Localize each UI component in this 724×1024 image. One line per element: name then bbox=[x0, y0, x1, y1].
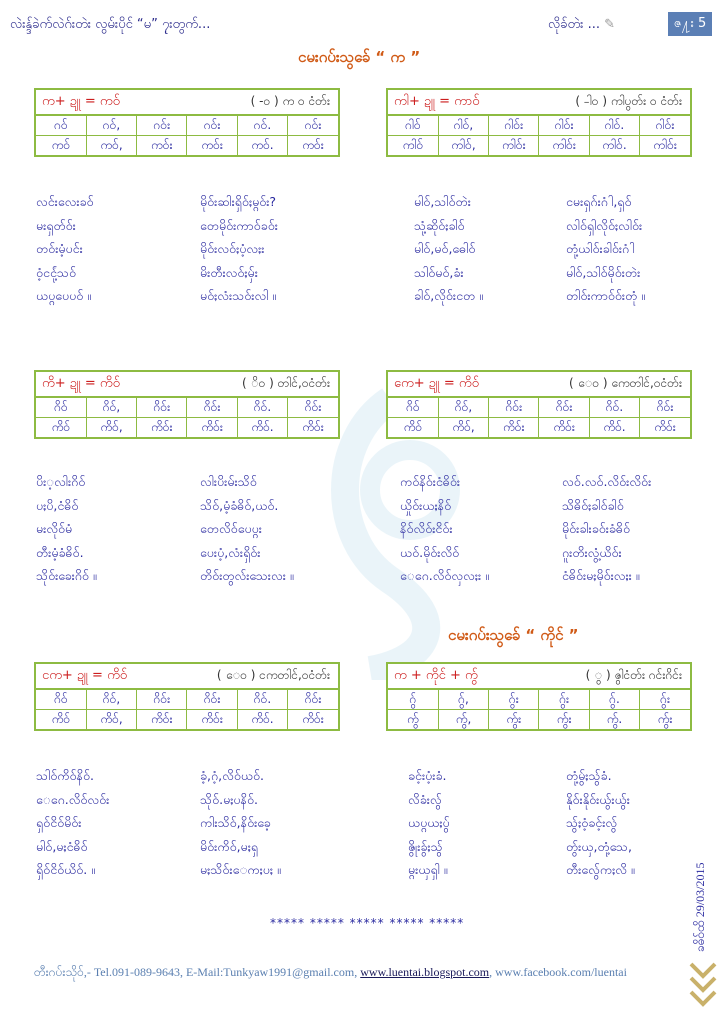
table-cell: ကဝ်း bbox=[288, 136, 338, 156]
word-line: ရှိဝ်ငိဝ်ယိဝ်. ။ bbox=[36, 862, 96, 877]
syllable-table-6 bbox=[386, 662, 692, 731]
word-line: ေဂေ.လိဝ်လဝ်း bbox=[36, 791, 110, 807]
word-line: မဝ်ႈလံးသဝ်းလါ ။ bbox=[200, 288, 277, 303]
syllable-table-3 bbox=[34, 370, 340, 439]
table-formula: ကိ+ ဍူ = ကိဝ် bbox=[42, 375, 120, 391]
word-line: ယပ္ဂယႈပွ် bbox=[408, 815, 450, 830]
word-line: လါးပိးမ်းသိဝ် bbox=[200, 474, 257, 489]
word-column bbox=[408, 764, 450, 882]
word-line: မိုဝ်းဆါးရှိဝ်ႈမ္ဂဝ်း? bbox=[200, 194, 277, 209]
header-right-text: လိုခ်တဲး ... ✎ bbox=[548, 17, 616, 32]
word-line: တီးမံ့ခံဓိဝ်. bbox=[36, 544, 84, 560]
table-cell: ဂိဝ်း bbox=[187, 690, 237, 710]
word-column bbox=[566, 190, 645, 308]
table-cell: ကိဝ်, bbox=[438, 418, 488, 438]
table-cell: ဂိဝ်း bbox=[288, 398, 338, 418]
word-line: လါဝ်ရှါလိုဝ်ႈလါဝ်း bbox=[566, 217, 643, 233]
blog-link[interactable]: www.luentai.blogspot.com bbox=[360, 965, 490, 979]
table-cell: ဂဝ်း bbox=[288, 116, 338, 136]
word-line: တိဝ်းတွလ်းသေးလး ။ bbox=[200, 568, 294, 583]
word-line: တုံ့မွ်ႈသွ်ခံ. bbox=[566, 768, 612, 783]
table-cell: ကါဝ်း bbox=[640, 136, 690, 156]
table-cell: ကိဝ်း bbox=[288, 710, 338, 730]
section-title-1: ငမးဂပ်းသွခ်ေ “ က ” bbox=[298, 48, 421, 66]
word-column bbox=[400, 470, 489, 588]
word-column bbox=[414, 190, 483, 308]
table-cell: ကိဝ်, bbox=[86, 710, 136, 730]
syllable-table-5 bbox=[34, 662, 340, 731]
word-line: လိခံးလွ် bbox=[408, 791, 442, 807]
word-column bbox=[36, 470, 97, 588]
word-line: သုံ့ဆိုဝ်ႈခါဝ် bbox=[414, 217, 465, 233]
word-line: လဝ်.လဝ်.လိဝ်းလိဝ်း bbox=[562, 474, 652, 489]
word-line: ယှိုဝ်းယႈနိဝ် bbox=[400, 497, 452, 513]
table-cell: ဂွ်း bbox=[640, 690, 690, 710]
table-cell: ဂါဝ်း bbox=[640, 116, 690, 136]
word-line: တုံ့ယါဝ်းခါဝ်းဂါံ bbox=[566, 241, 635, 256]
word-line: တါဝ်းကာဝ်ဝ်းတုံ ။ bbox=[566, 288, 646, 303]
word-column bbox=[200, 190, 278, 308]
word-column bbox=[200, 764, 281, 882]
word-line: ခါဝ်,လိုဝ်းငတ ။ bbox=[414, 288, 483, 303]
table-cell: ဂိဝ်း bbox=[539, 398, 589, 418]
page-number-badge: ဇ႔း 5 bbox=[668, 12, 712, 36]
table-cell: ကွ် bbox=[388, 710, 438, 730]
table-cell: ကိဝ်း bbox=[539, 418, 589, 438]
word-line: ဂူးတိးလွံ့ယိဝ်း bbox=[562, 544, 622, 560]
table-cell: ကိဝ်း bbox=[640, 418, 690, 438]
word-line: တဝ်းမံ့ပင်း bbox=[36, 241, 83, 256]
table-cell: ဂဝ်း bbox=[187, 116, 237, 136]
table-cell: ဂါဝ်း bbox=[489, 116, 539, 136]
table-cell: ကွ်, bbox=[438, 710, 488, 730]
table-cell: ကိဝ်း bbox=[137, 418, 187, 438]
word-column bbox=[200, 470, 294, 588]
word-line: မိုဝ်းခါးခဝ်းခံဓိဝ် bbox=[562, 521, 631, 536]
word-line: သိဓိဝ်ႈခါဝ်ခါဝ် bbox=[562, 497, 624, 513]
word-line: ကါးသိဝ်,နိဝ်းခေ့ bbox=[200, 815, 271, 830]
table-cell: ကိဝ်, bbox=[86, 418, 136, 438]
word-line: မါဝ်,မဝ်,ဓေါဝ် bbox=[414, 241, 476, 256]
table-cell: ဂိဝ်း bbox=[640, 398, 690, 418]
word-line: နိဝ်လိဝ်းငိဝ်း bbox=[400, 521, 453, 536]
table-cell: ကဝ် bbox=[36, 136, 86, 156]
word-line: ခင့်းပံ့းခံ. bbox=[408, 768, 447, 783]
word-line: ဝံ့ငင်ုံ့သဝ် bbox=[36, 264, 76, 280]
word-line: သိုဝ်.မႈပနိဝ်. bbox=[200, 791, 258, 807]
table-formula: ကေ+ ဍူ = ကိဝ် bbox=[394, 375, 479, 391]
word-column bbox=[566, 764, 635, 882]
word-line: မိဝ်းကိဝ်,မႈရှ bbox=[200, 838, 259, 854]
word-line: မါဝ်,မႈငံဓိဝ် bbox=[36, 838, 88, 854]
table-cell: ကိဝ်. bbox=[237, 710, 287, 730]
table-desc: ( ေဝ ) ကေတါင်,ဝငံတ်း bbox=[569, 376, 682, 390]
table-cell: ကိဝ်း bbox=[187, 710, 237, 730]
table-cell: ကါဝ်း bbox=[539, 136, 589, 156]
word-line: တေလိဝ်ပေပ္ဂး bbox=[200, 521, 262, 536]
table-desc: ( ေဝ ) ငကတါင်,ဝငံတ်း bbox=[216, 668, 330, 682]
table-cell: ဂဝ် bbox=[36, 116, 86, 136]
word-line: သိဝ်,မံ့ခံဓိဝ်,ယဝ်. bbox=[200, 497, 279, 513]
table-cell: ဂဝ်း bbox=[137, 116, 187, 136]
table-cell: ဂွ်း bbox=[539, 690, 589, 710]
table-cell: ဂွ်, bbox=[438, 690, 488, 710]
table-cell: ဂွ်း bbox=[489, 690, 539, 710]
table-cell: ကိဝ် bbox=[36, 710, 86, 730]
table-cell: ကိဝ်း bbox=[137, 710, 187, 730]
table-cell: ကိဝ်. bbox=[237, 418, 287, 438]
table-desc: ( ိဝ ) တါင်,ဝငံတ်း bbox=[242, 376, 330, 390]
word-line: မါဝ်,သါဝ်မိုဝ်းတဲး bbox=[566, 264, 641, 280]
table-cell: ဂိဝ်. bbox=[589, 398, 639, 418]
table-desc: ( -ါဝ ) ကါပွတ်း ဝ ငံတ်း bbox=[575, 94, 682, 108]
syllable-table-1 bbox=[34, 88, 340, 157]
table-cell: ဂိဝ် bbox=[36, 398, 86, 418]
word-line: မိးတီးလဝ်ႈမှ်း bbox=[200, 264, 258, 280]
table-cell: ကွ်း bbox=[640, 710, 690, 730]
section-title-2: ငမးဂပ်းသွခ်ေ “ ကိုင် ” bbox=[448, 626, 579, 644]
syllable-table-2 bbox=[386, 88, 692, 157]
table-cell: ဂိဝ်, bbox=[86, 690, 136, 710]
table-desc: ( -ဝ ) က ဝ ငံတ်း bbox=[250, 94, 330, 108]
table-cell: ဂိဝ်, bbox=[438, 398, 488, 418]
word-line: ရှဝ်ငိဝ်မိဝ်း bbox=[36, 815, 82, 830]
word-line: မႈသိဝ်းေကႈပႈ ။ bbox=[200, 862, 281, 877]
table-cell: ဂါဝ် bbox=[388, 116, 438, 136]
pen-icon: ✎ bbox=[604, 17, 616, 32]
facebook-link[interactable]: www.facebook.com/luentai bbox=[495, 965, 627, 979]
word-column bbox=[562, 470, 651, 588]
table-cell: ကါဝ်း bbox=[489, 136, 539, 156]
word-line: တီးလွ်ေကႈလိ ။ bbox=[566, 862, 635, 877]
table-cell: ကွ်း bbox=[489, 710, 539, 730]
table-cell: ကဝ်, bbox=[86, 136, 136, 156]
word-line: မးလိုဝ်မံ bbox=[36, 521, 73, 536]
table-cell: ဂွ် bbox=[388, 690, 438, 710]
table-cell: ဂိဝ်း bbox=[489, 398, 539, 418]
word-line: ေဂေ.လိဝ်လှလႈး ။ bbox=[400, 568, 489, 583]
table-cell: ဂိဝ်. bbox=[237, 690, 287, 710]
table-formula: ကါ+ ဍူ = ကာဝ် bbox=[394, 93, 480, 109]
word-column bbox=[36, 190, 94, 308]
table-formula: က+ ဍူ = ကဝ် bbox=[42, 93, 120, 109]
table-cell: ကွ်. bbox=[589, 710, 639, 730]
table-cell: ကိဝ် bbox=[388, 418, 438, 438]
word-line: မိုဝ်းလဝ်ႈပံ့လႈး bbox=[200, 241, 265, 256]
table-cell: ကဝ်း bbox=[137, 136, 187, 156]
word-line: ကဝ်နိဝ်းငံဓိဝ်း bbox=[400, 474, 461, 489]
syllable-table-4 bbox=[386, 370, 692, 439]
table-formula: က + ကိုင် + ကွ် bbox=[394, 667, 478, 683]
table-cell: ကိဝ်း bbox=[187, 418, 237, 438]
star-separator: ***** ***** ***** ***** ***** bbox=[270, 916, 465, 930]
word-line: ခံ့,ဂံ့,လိဝ်ယဝ်. bbox=[200, 768, 264, 783]
table-cell: ကါဝ် bbox=[388, 136, 438, 156]
table-cell: ကါဝ်. bbox=[589, 136, 639, 156]
word-line: မ္ဂးယှရှါ ။ bbox=[408, 862, 448, 877]
table-cell: ဂဝ်. bbox=[237, 116, 287, 136]
word-line: ပိး့လါးဂိဝ် bbox=[36, 474, 86, 489]
table-cell: ဂဝ်, bbox=[86, 116, 136, 136]
word-line: သွ်ႈဝံ့ခင့်းလွ် bbox=[566, 815, 618, 830]
word-line: ပႈပိ,ငံဓိဝ် bbox=[36, 497, 79, 513]
table-cell: ဂိဝ်း bbox=[137, 690, 187, 710]
table-cell: ဂွ်. bbox=[589, 690, 639, 710]
word-line: ယဝ်.မိုဝ်းလိဝ် bbox=[400, 544, 460, 560]
word-line: သါဝ်ကိဝ်နိဝ်. bbox=[36, 768, 94, 783]
table-cell: ဂိဝ်း bbox=[288, 690, 338, 710]
table-cell: ဂိဝ် bbox=[36, 690, 86, 710]
table-desc: ( ွ ) ဇွါငံတ်း ဂင်းဂိင်း bbox=[585, 668, 682, 682]
word-line: လင်းလေးခဝ် bbox=[36, 194, 94, 209]
table-cell: ကွ်း bbox=[539, 710, 589, 730]
table-cell: ကိဝ်း bbox=[489, 418, 539, 438]
table-cell: ဂိဝ် bbox=[388, 398, 438, 418]
table-cell: ကိဝ် bbox=[36, 418, 86, 438]
vertical-date: ခဓိဝ်ထိ 29/03/2015 bbox=[693, 862, 707, 952]
word-line: သိုဝ်းခေးဂိဝ် ။ bbox=[36, 568, 97, 583]
table-formula: ငက+ ဍူ = ကိဝ် bbox=[42, 667, 128, 683]
word-line: ငံဓိဝ်းမႈမိုဝ်းလႈး ။ bbox=[562, 568, 640, 583]
table-cell: ဂိဝ်, bbox=[86, 398, 136, 418]
word-line: တွ်းယှ,တုံ့သေ, bbox=[566, 838, 632, 854]
word-line: ငမးရှဂ်းဂါံ,ရှဝ် bbox=[566, 194, 632, 209]
table-cell: ဂါဝ်း bbox=[539, 116, 589, 136]
footer-contact: တီးဂပ်းသိုဝ်,- Tel.091-089-9643, E-Mail:Tunkyaw1991@gmail.com, www.luentai.blogspot.com, www.facebook.com/luentai bbox=[34, 965, 627, 979]
word-line: မါဝ်,သါဝ်တဲး bbox=[414, 194, 471, 209]
word-line: နိုဝ်းနိုဝ်းယွ်းယွ်း bbox=[566, 791, 630, 807]
word-line: တေမိုဝ်းကာဝ်ခဝ်း bbox=[200, 217, 278, 233]
table-cell: ဂိဝ်. bbox=[237, 398, 287, 418]
table-cell: ဂိဝ်း bbox=[137, 398, 187, 418]
table-cell: ကါဝ်, bbox=[438, 136, 488, 156]
table-cell: ကဝ်း bbox=[187, 136, 237, 156]
word-line: ယပ္ဂပေပဝ် ။ bbox=[36, 288, 92, 303]
word-column bbox=[36, 764, 109, 882]
word-line: ပေးပံ့,လံးရှိဝ်း bbox=[200, 544, 261, 560]
word-line: ဇွိုးခွ်ႈသွ် bbox=[408, 838, 443, 854]
chevron-down-icon bbox=[688, 958, 718, 1018]
table-cell: ဂိဝ်း bbox=[187, 398, 237, 418]
table-cell: ဂါဝ်, bbox=[438, 116, 488, 136]
table-cell: ကဝ်. bbox=[237, 136, 287, 156]
header-left-text: လဲးန္ဒ်ခဲက်လဲဂ်းတဲး လွမ်းပိုင် “မ” ၇ုးတွက်... bbox=[10, 17, 211, 32]
footer-contact-text: တီးဂပ်းသိုဝ်,- Tel.091-089-9643, E-Mail:Tunkyaw1991@gmail.com, bbox=[34, 965, 361, 979]
word-line: မးရှတ်ဝ်း bbox=[36, 217, 76, 233]
table-cell: ဂါဝ်. bbox=[589, 116, 639, 136]
word-line: သါဝ်မဝ်,ခံး bbox=[414, 264, 464, 280]
table-cell: ကိဝ်. bbox=[589, 418, 639, 438]
table-cell: ကိဝ်း bbox=[288, 418, 338, 438]
